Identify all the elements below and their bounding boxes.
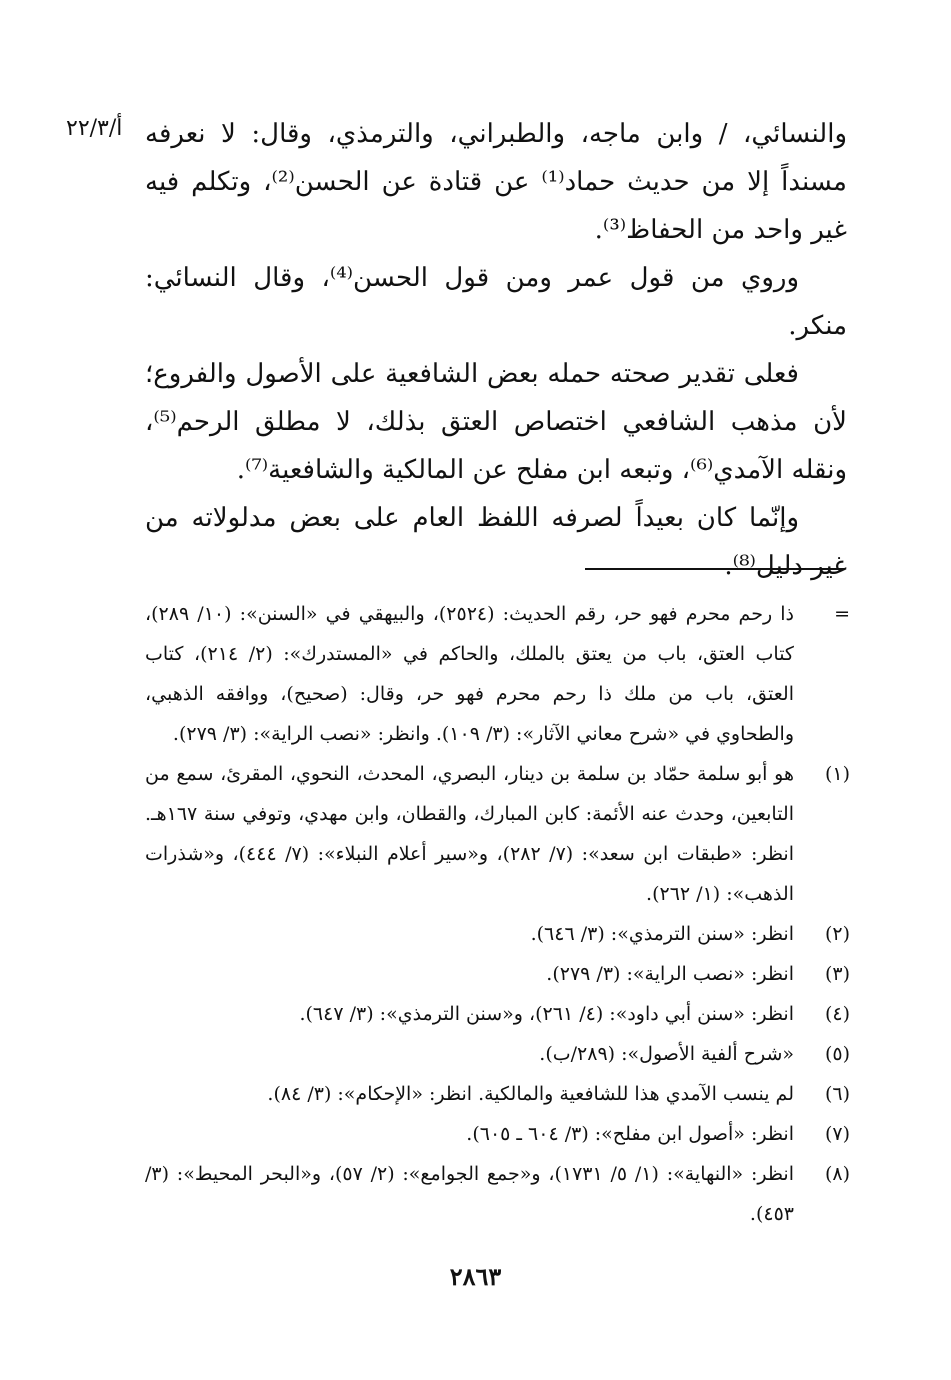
footnote-4: [145, 994, 850, 1034]
footnote-number: (١): [824, 763, 850, 785]
page-number: ٢٨٦٣: [449, 1262, 502, 1291]
footnote-text: انظر: «أصول ابن مفلح»: (٣/ ٦٠٤ ـ ٦٠٥).: [466, 1123, 794, 1145]
footnote-continued: [145, 594, 850, 754]
paragraph-2: وروي من قول عمر ومن قول الحسن⁽⁴⁾، وقال النسائي: منكر.: [145, 263, 847, 341]
footnote-number: (٣): [824, 963, 850, 985]
footnote-number: =: [834, 603, 850, 625]
footnote-text: هو أبو سلمة حمّاد بن سلمة بن دينار، البصري، المحدث، النحوي، المقرئ، سمع من التابعين، وحدث عنه الأئمة: كابن المبارك، والقطان، وابن مهدي، وتوفي سنة ١٦٧هـ. انظر: «طبقات ابن سعد»: (٧/ ٢٨٢)، و«سير أعلام النبلاء»: (٧/ ٤٤٤)، و«شذرات الذهب»: (١/ ٢٦٢).: [145, 763, 794, 905]
footnote-number: (٤): [824, 1003, 850, 1025]
footnote-1: [145, 754, 850, 914]
footnote-number: (٢): [824, 923, 850, 945]
main-text: [145, 110, 847, 590]
footnote-text: ذا رحم محرم فهو حر، رقم الحديث: (٢٥٢٤)، والبيهقي في «السنن»: (١٠/ ٢٨٩)، كتاب العتق، باب من يعتق بالملك، والحاكم في «المستدرك»: (٢/ ٢١٤)، كتاب العتق، باب من ملك ذا رحم محرم فهو حر، وقال: (صحيح)، ووافقه الذهبي، والطحاوي في «شرح معاني الآثار»: (٣/ ١٠٩). وانظر: «نصب الراية»: (٣/ ٢٧٩).: [145, 603, 794, 745]
footnote-3: [145, 954, 850, 994]
footnote-text: لم ينسب الآمدي هذا للشافعية والمالكية. انظر: «الإحكام»: (٣/ ٨٤).: [267, 1083, 794, 1105]
footnote-number: (٦): [824, 1083, 850, 1105]
footnote-text: انظر: «سنن أبي داود»: (٤/ ٢٦١)، و«سنن الترمذي»: (٣/ ٦٤٧).: [299, 1003, 794, 1025]
footnotes: [145, 594, 850, 1234]
paragraph-4: وإنّما كان بعيداً لصرفه اللفظ العام على بعض مدلولاته من غير دليل⁽⁸⁾.: [145, 503, 847, 581]
footnote-text: انظر: «نصب الراية»: (٣/ ٢٧٩).: [546, 963, 794, 985]
footnote-separator: [585, 568, 845, 570]
footnote-text: «شرح ألفية الأصول»: (٢٨٩/ب).: [539, 1043, 794, 1065]
footnote-number: (٨): [824, 1163, 850, 1185]
footnote-number: (٥): [824, 1043, 850, 1065]
footnote-7: [145, 1114, 850, 1154]
footnote-6: [145, 1074, 850, 1114]
footnote-text: انظر: «النهاية»: (١/ ٥/ ١٧٣١)، و«جمع الجوامع»: (٢/ ٥٧)، و«البحر المحيط»: (٣/ ٤٥٣).: [145, 1163, 794, 1225]
footnote-2: [145, 914, 850, 954]
margin-folio-reference: أ/٢٢/٣: [66, 116, 123, 141]
footnote-5: [145, 1034, 850, 1074]
paragraph-1: والنسائي، / وابن ماجه، والطبراني، والترمذي، وقال: لا نعرفه مسنداً إلا من حديث حماد⁽¹⁾ عن قتادة عن الحسن⁽²⁾، وتكلم فيه غير واحد من الحفاظ⁽³⁾.: [145, 119, 847, 245]
footnote-8: [145, 1154, 850, 1234]
footnote-number: (٧): [824, 1123, 850, 1145]
paragraph-3: فعلى تقدير صحته حمله بعض الشافعية على الأصول والفروع؛ لأن مذهب الشافعي اختصاص العتق بذلك، لا مطلق الرحم⁽⁵⁾، ونقله الآمدي⁽⁶⁾، وتبعه ابن مفلح عن المالكية والشافعية⁽⁷⁾.: [145, 359, 847, 485]
footnote-text: انظر: «سنن الترمذي»: (٣/ ٦٤٦).: [530, 923, 794, 945]
